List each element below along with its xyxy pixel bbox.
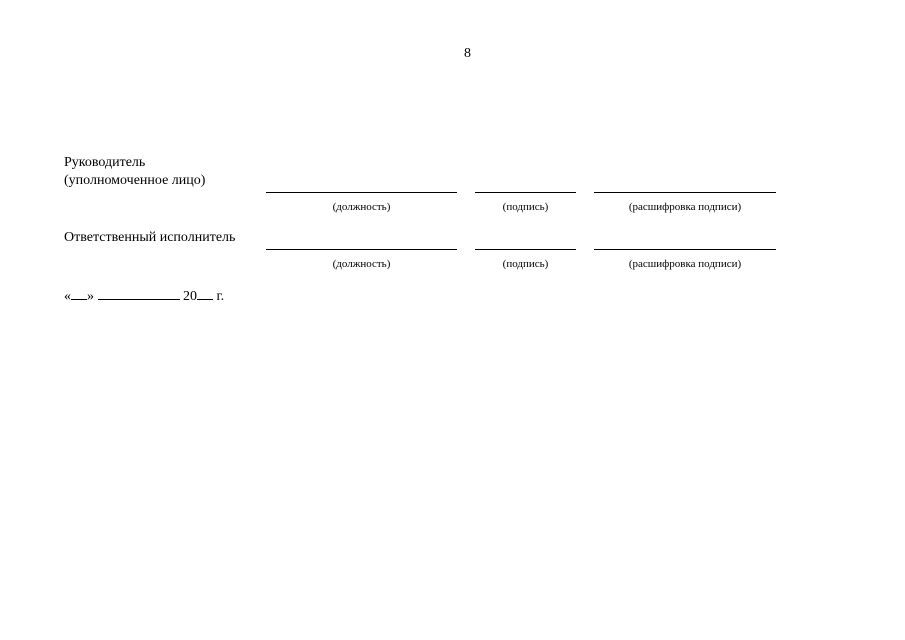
- year-prefix: 20: [183, 289, 197, 304]
- year-blank: [197, 287, 213, 300]
- executor-decoding-line: [594, 249, 776, 250]
- executor-position-caption: (должность): [332, 258, 391, 270]
- date-line: [64, 287, 224, 305]
- head-position-line: [266, 192, 457, 193]
- executor-title: Ответственный исполнитель: [64, 230, 236, 245]
- year-suffix: г.: [216, 289, 225, 304]
- executor-signature-line: [475, 249, 576, 250]
- day-blank: [71, 287, 87, 300]
- month-blank: [98, 287, 180, 300]
- date-close-quote: »: [87, 289, 94, 304]
- head-signature-caption: (подпись): [502, 201, 549, 213]
- head-position-caption: (должность): [332, 201, 391, 213]
- page-number: 8: [464, 46, 471, 61]
- head-decoding-caption: (расшифровка подписи): [628, 201, 742, 213]
- head-decoding-line: [594, 192, 776, 193]
- date-open-quote: «: [64, 289, 71, 304]
- head-title-line1: Руководитель: [64, 155, 146, 170]
- executor-position-line: [266, 249, 457, 250]
- executor-signature-caption: (подпись): [502, 258, 549, 270]
- executor-decoding-caption: (расшифровка подписи): [628, 258, 742, 270]
- head-signature-line: [475, 192, 576, 193]
- head-title-line2: (уполномоченное лицо): [64, 173, 206, 188]
